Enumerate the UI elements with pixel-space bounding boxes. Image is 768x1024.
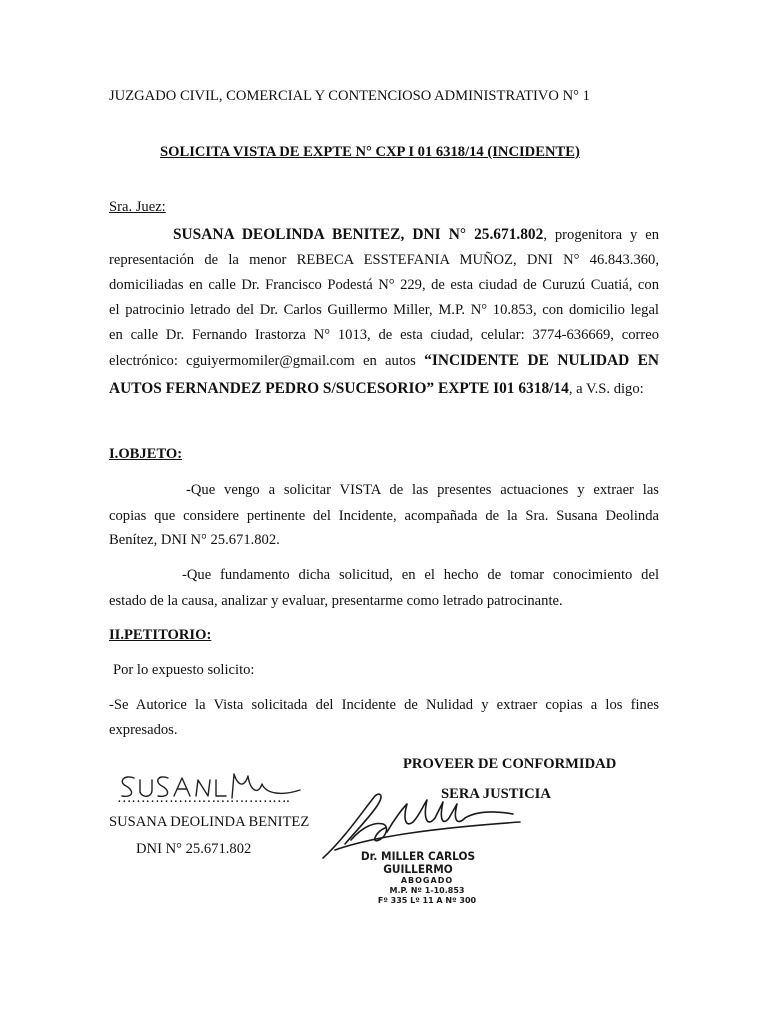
objeto-p2-line-2: estado de la causa, analizar y evaluar, presentarme como letrado patrocinante.: [109, 593, 563, 609]
document-title: [160, 144, 580, 161]
objeto-p1-line-3: Benítez, DNI N° 25.671.802.: [109, 532, 280, 548]
closing-line-1-text: PROVEER DE CONFORMIDAD: [403, 756, 617, 772]
intro-line-1: [173, 226, 659, 244]
objeto-p2-line-1: -Que fundamento dicha solicitud, en el hecho de tomar conocimiento del: [182, 567, 659, 583]
intro-line-6: [109, 352, 659, 370]
intro-line-2: representación de la menor REBECA ESSTEFANIA MUÑOZ, DNI N° 46.843.360,: [109, 252, 659, 268]
petitorio-line-1: Por lo expuesto solicito:: [113, 662, 255, 678]
applicant-name: SUSANA DEOLINDA BENITEZ, DNI N° 25.671.802: [173, 226, 544, 243]
case-title-part-1: “INCIDENTE DE NULIDAD EN: [424, 352, 660, 369]
court-header: JUZGADO CIVIL, COMERCIAL Y CONTENCIOSO ADMINISTRATIVO N° 1: [109, 88, 590, 104]
closing-line-2-text: SERA JUSTICIA: [441, 786, 551, 802]
intro-line-5: en calle Dr. Fernando Irastorza N° 1013, de esta ciudad, celular: 3774-636669, correo: [109, 327, 659, 343]
salutation-text: Sra. Juez:: [109, 199, 166, 215]
signature-dots-line: ……………………………….: [117, 790, 290, 806]
intro-line-7-rest: , a V.S. digo:: [568, 381, 644, 397]
petitorio-heading-text: II.PETITORIO:: [109, 627, 212, 643]
intro-line-3: domiciliadas en calle Dr. Francisco Podestá N° 229, de esta ciudad de Curuzú Cuatiá, con: [109, 277, 659, 293]
lawyer-stamp: [318, 850, 518, 906]
petitorio-heading: [109, 627, 211, 644]
petitorio-line-3: expresados.: [109, 722, 178, 738]
objeto-p1-line-2: copias que considere pertinente del Incidente, acompañada de la Sra. Susana Deolinda: [109, 508, 659, 524]
stamp-name: Dr. MILLER CARLOS GUILLERMO: [360, 849, 476, 876]
objeto-heading-text: I.OBJETO:: [109, 446, 183, 462]
salutation: [109, 199, 166, 216]
stamp-folio: Fº 335 Lº 11 A Nº 300: [377, 896, 477, 905]
objeto-p1-line-1: -Que vengo a solicitar VISTA de las presentes actuaciones y extraer las: [186, 482, 659, 498]
document-title-text: SOLICITA VISTA DE EXPTE N° CXP I 01 6318/14 (INCIDENTE): [160, 144, 580, 160]
petitorio-line-2: -Se Autorice la Vista solicitada del Incidente de Nulidad y extraer copias a los fines: [109, 697, 659, 713]
objeto-heading: [109, 446, 182, 463]
stamp-role: ABOGADO: [400, 876, 454, 885]
closing-line-1: [403, 756, 616, 773]
signer-name: SUSANA DEOLINDA BENITEZ: [109, 814, 310, 830]
stamp-mp: M.P. Nº 1-10.853: [389, 886, 465, 895]
case-title-part-2: AUTOS FERNANDEZ PEDRO S/SUCESORIO” EXPTE I01 6318/14: [109, 380, 569, 397]
intro-line-1-rest: , progenitora y en: [543, 227, 659, 243]
intro-line-7: [109, 380, 644, 398]
intro-line-6-plain: electrónico: cguiyermomiler@gmail.com en autos: [109, 353, 416, 369]
intro-line-4: el patrocinio letrado del Dr. Carlos Guillermo Miller, M.P. N° 10.853, con domicilio legal: [109, 302, 659, 318]
signer-dni: DNI N° 25.671.802: [136, 841, 252, 857]
